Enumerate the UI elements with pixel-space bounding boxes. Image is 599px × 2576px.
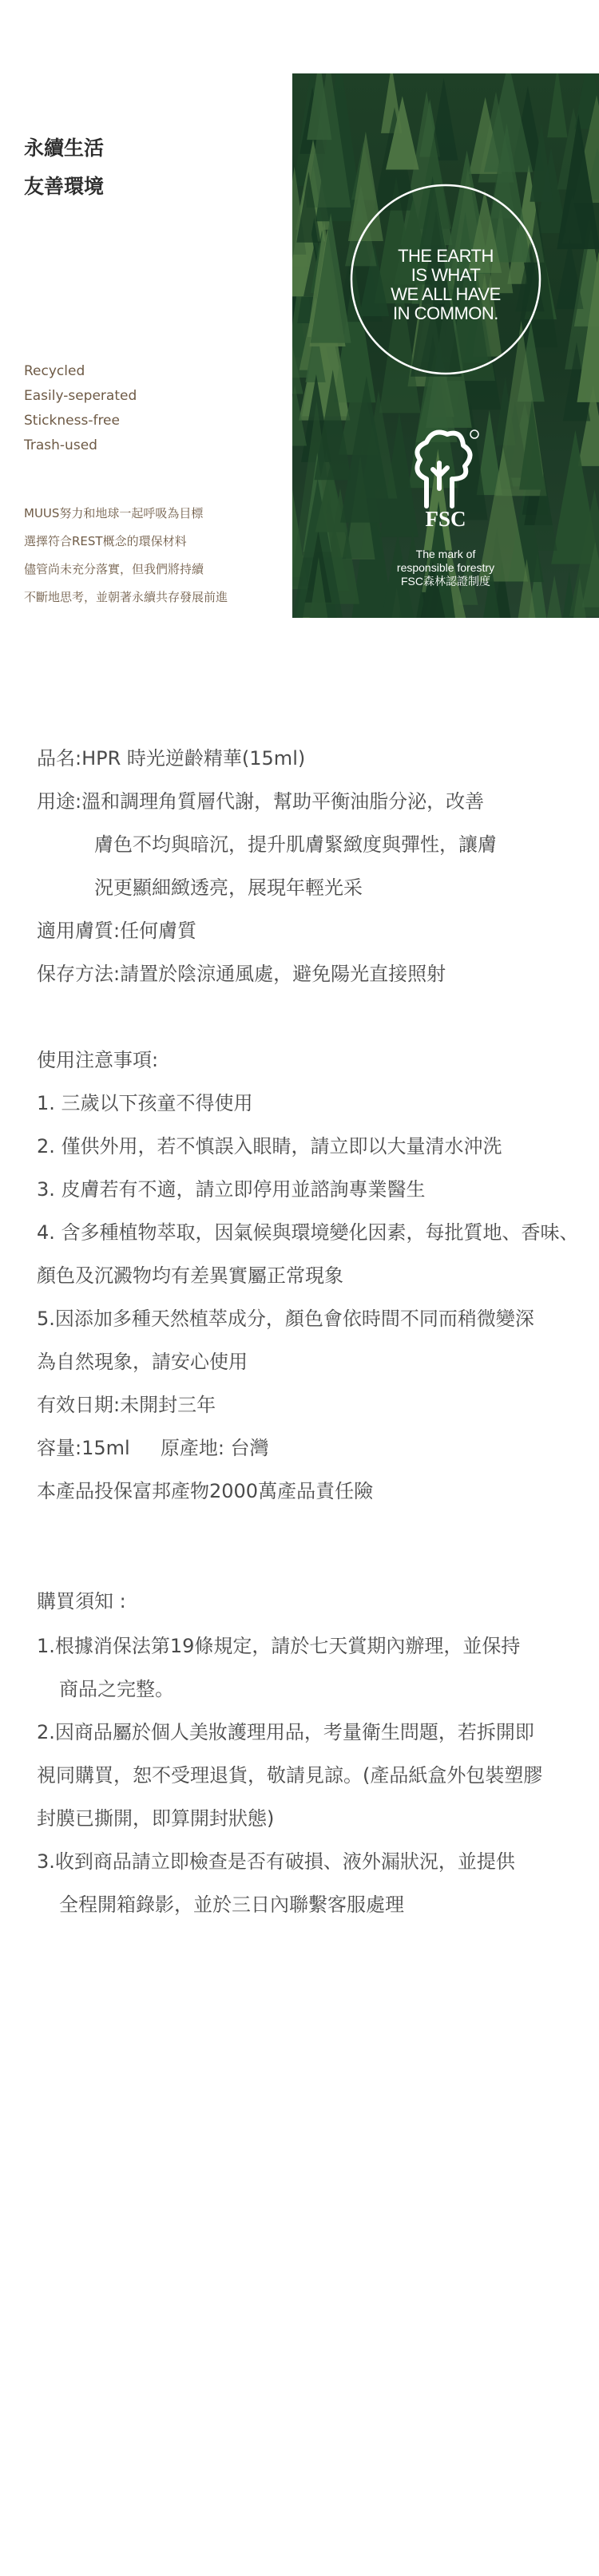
fsc-caption-line: responsible forestry bbox=[396, 561, 495, 574]
usage-line: 況更顯細緻透亮，展現年輕光采 bbox=[94, 876, 363, 899]
purchase-line: 封膜已撕開，即算開封狀態) bbox=[37, 1807, 275, 1830]
caution-item: 3. 皮膚若有不適，請立即停用並諮詢專業醫生 bbox=[37, 1178, 426, 1201]
slogan-text bbox=[292, 247, 599, 323]
caution-item: 5.因添加多種天然植萃成分，顏色會依時間不同而稍微變深 bbox=[37, 1308, 534, 1330]
eco-tag: Trash-used bbox=[24, 437, 97, 453]
usage-line: 用途:溫和調理角質層代謝，幫助平衡油脂分泌，改善 bbox=[37, 790, 485, 813]
caution-item: 2. 僅供外用，若不慎誤入眼睛，請立即以大量清水沖洗 bbox=[37, 1135, 502, 1157]
fsc-caption-line: The mark of bbox=[415, 548, 476, 560]
description-line: 不斷地思考，並朝著永續共存發展前進 bbox=[24, 590, 228, 604]
fsc-caption-line: FSC森林認證制度 bbox=[401, 575, 490, 588]
slogan-line: IN COMMON. bbox=[393, 303, 498, 323]
purchase-line: 3.收到商品請立即檢查是否有破損、液外漏狀況，並提供 bbox=[37, 1850, 515, 1873]
caution-item: 4. 含多種植物萃取，因氣候與環境變化因素，每批質地、香味、 bbox=[37, 1221, 579, 1244]
caution-item: 顏色及沉澱物均有差異實屬正常現象 bbox=[37, 1264, 343, 1287]
forest-image bbox=[292, 73, 599, 618]
fsc-caption bbox=[292, 548, 599, 588]
description-line: 選擇符合REST概念的環保材料 bbox=[24, 534, 187, 548]
eco-tag: Recycled bbox=[24, 363, 85, 379]
purchase-heading: 購買須知 : bbox=[37, 1590, 126, 1612]
purchase-line: 商品之完整。 bbox=[59, 1678, 174, 1700]
brand-description bbox=[24, 500, 228, 611]
fsc-logo-text: FSC bbox=[425, 507, 466, 531]
storage-method: 保存方法:請置於陰涼通風處，避免陽光直接照射 bbox=[37, 963, 446, 985]
sustainability-hero bbox=[0, 0, 599, 623]
volume-origin: 容量:15ml 原產地: 台灣 bbox=[37, 1437, 269, 1459]
product-name: 品名:HPR 時光逆齡精華(15ml) bbox=[37, 747, 306, 770]
purchase-line: 1.根據消保法第19條規定，請於七天賞期內辦理，並保持 bbox=[37, 1635, 521, 1657]
forest-illustration bbox=[292, 73, 599, 618]
description-line: 儘管尚未充分落實，但我們將持續 bbox=[24, 562, 204, 576]
purchase-line: 全程開箱錄影，並於三日內聯繫客服處理 bbox=[59, 1893, 404, 1916]
eco-tag: Easily-seperated bbox=[24, 388, 137, 404]
cautions-heading: 使用注意事項: bbox=[37, 1049, 159, 1071]
slogan-line: IS WHAT bbox=[411, 265, 481, 285]
caution-item: 為自然現象，請安心使用 bbox=[37, 1351, 248, 1373]
slogan-line: THE EARTH bbox=[398, 246, 494, 266]
eco-tag: Stickness-free bbox=[24, 413, 120, 429]
purchase-line: 2.因商品屬於個人美妝護理用品，考量衛生問題，若拆開即 bbox=[37, 1721, 534, 1743]
purchase-line: 視同購買，恕不受理退貨，敬請見諒。(產品紙盒外包裝塑膠 bbox=[37, 1764, 543, 1787]
expiry-date: 有效日期:未開封三年 bbox=[37, 1394, 216, 1416]
caution-item: 1. 三歲以下孩童不得使用 bbox=[37, 1092, 253, 1114]
description-line: MUUS努力和地球一起呼吸為目標 bbox=[24, 506, 204, 520]
slogan-line: WE ALL HAVE bbox=[391, 284, 501, 304]
usage-line: 膚色不均與暗沉，提升肌膚緊緻度與彈性，讓膚 bbox=[94, 833, 497, 856]
insurance-note: 本產品投保富邦產物2000萬產品責任險 bbox=[37, 1480, 374, 1502]
hero-title bbox=[24, 129, 104, 206]
hero-title-line: 永續生活 bbox=[24, 137, 105, 160]
skin-type: 適用膚質:任何膚質 bbox=[37, 920, 197, 942]
hero-title-line: 友善環境 bbox=[24, 175, 105, 198]
eco-tags bbox=[24, 359, 137, 458]
